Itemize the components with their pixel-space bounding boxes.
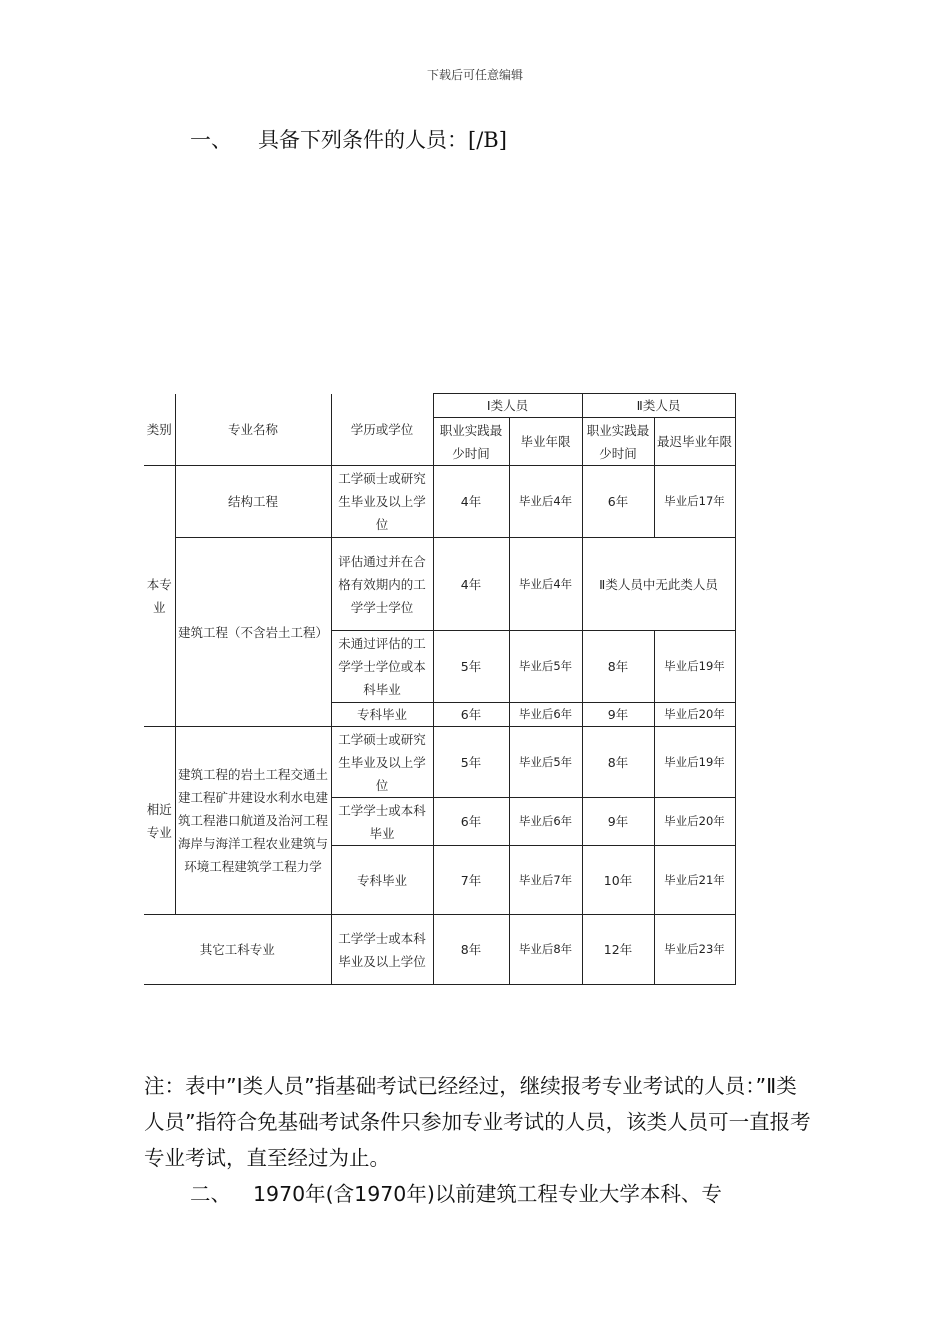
c2-practice-cell: 8年: [582, 727, 654, 798]
header-class-1: Ⅰ类人员: [433, 394, 582, 418]
c1-years-cell: 毕业后4年: [509, 538, 582, 631]
section-number: 二、: [190, 1182, 231, 1206]
c1-practice-cell: 8年: [433, 915, 509, 985]
c2-practice-cell: 10年: [582, 846, 654, 915]
degree-cell: 工学硕士或研究生毕业及以上学位: [331, 466, 433, 538]
degree-cell: 评估通过并在合格有效期内的工学学士学位: [331, 538, 433, 631]
header-c1-practice: 职业实践最少时间: [433, 418, 509, 466]
c1-practice-cell: 5年: [433, 727, 509, 798]
degree-cell: 专科毕业: [331, 703, 433, 727]
c1-years-cell: 毕业后4年: [509, 466, 582, 538]
c1-practice-cell: 7年: [433, 846, 509, 915]
header-category: 类别: [144, 394, 175, 466]
degree-cell: 专科毕业: [331, 846, 433, 915]
c2-practice-cell: 8年: [582, 631, 654, 703]
c1-years-cell: 毕业后5年: [509, 727, 582, 798]
header-c1-years: 毕业年限: [509, 418, 582, 466]
class-2-none-cell: Ⅱ类人员中无此类人员: [582, 538, 735, 631]
c1-years-cell: 毕业后6年: [509, 798, 582, 846]
page-header-note: 下载后可任意编辑: [426, 68, 523, 82]
major-near-list: 建筑工程的岩土工程交通土建工程矿井建设水利水电建筑工程港口航道及治河工程海岸与海洋工程农业建筑与环境工程建筑学工程力学: [175, 727, 331, 915]
degree-cell: 未通过评估的工学学士学位或本科毕业: [331, 631, 433, 703]
section-number: 一、: [190, 128, 232, 152]
c1-years-cell: 毕业后8年: [509, 915, 582, 985]
c2-latest-cell: 毕业后21年: [654, 846, 735, 915]
header-c2-practice: 职业实践最少时间: [582, 418, 654, 466]
c2-latest-cell: 毕业后23年: [654, 915, 735, 985]
c1-practice-cell: 4年: [433, 466, 509, 538]
c2-latest-cell: 毕业后17年: [654, 466, 735, 538]
c2-practice-cell: 9年: [582, 798, 654, 846]
table-note: 注：表中”Ⅰ类人员”指基础考试已经经过，继续报考专业考试的人员：”Ⅱ类人员”指符合免基础考试条件只参加专业考试的人员，该类人员可一直报考专业考试，直至经过为止。: [144, 1074, 811, 1170]
header-class-2: Ⅱ类人员: [582, 394, 735, 418]
major-architecture: 建筑工程（不含岩土工程）: [175, 538, 331, 727]
category-same-major: 本专业: [144, 466, 175, 727]
section-title: 具备下列条件的人员：[/B]: [258, 128, 507, 152]
section-text: 1970年(含1970年)以前建筑工程专业大学本科、专: [253, 1182, 722, 1206]
c2-practice-cell: 9年: [582, 703, 654, 727]
header-degree: 学历或学位: [331, 394, 433, 466]
c2-latest-cell: 毕业后19年: [654, 631, 735, 703]
c1-practice-cell: 4年: [433, 538, 509, 631]
c2-practice-cell: 12年: [582, 915, 654, 985]
major-other-engineering: 其它工科专业: [144, 915, 331, 985]
degree-cell: 工学学士或本科毕业及以上学位: [331, 915, 433, 985]
header-major: 专业名称: [175, 394, 331, 466]
c1-years-cell: 毕业后7年: [509, 846, 582, 915]
major-structural: 结构工程: [175, 466, 331, 538]
section-heading-2: [190, 1176, 820, 1212]
c2-latest-cell: 毕业后20年: [654, 798, 735, 846]
category-near-major: 相近专业: [144, 727, 175, 915]
c1-practice-cell: 6年: [433, 703, 509, 727]
c1-practice-cell: 6年: [433, 798, 509, 846]
section-heading-1: [190, 124, 507, 154]
c1-years-cell: 毕业后6年: [509, 703, 582, 727]
degree-cell: 工学学士或本科毕业: [331, 798, 433, 846]
c1-years-cell: 毕业后5年: [509, 631, 582, 703]
c2-practice-cell: 6年: [582, 466, 654, 538]
c2-latest-cell: 毕业后20年: [654, 703, 735, 727]
degree-cell: 工学硕士或研究生毕业及以上学位: [331, 727, 433, 798]
header-c2-latest: 最迟毕业年限: [654, 418, 735, 466]
requirements-table: [144, 393, 736, 985]
c2-latest-cell: 毕业后19年: [654, 727, 735, 798]
c1-practice-cell: 5年: [433, 631, 509, 703]
